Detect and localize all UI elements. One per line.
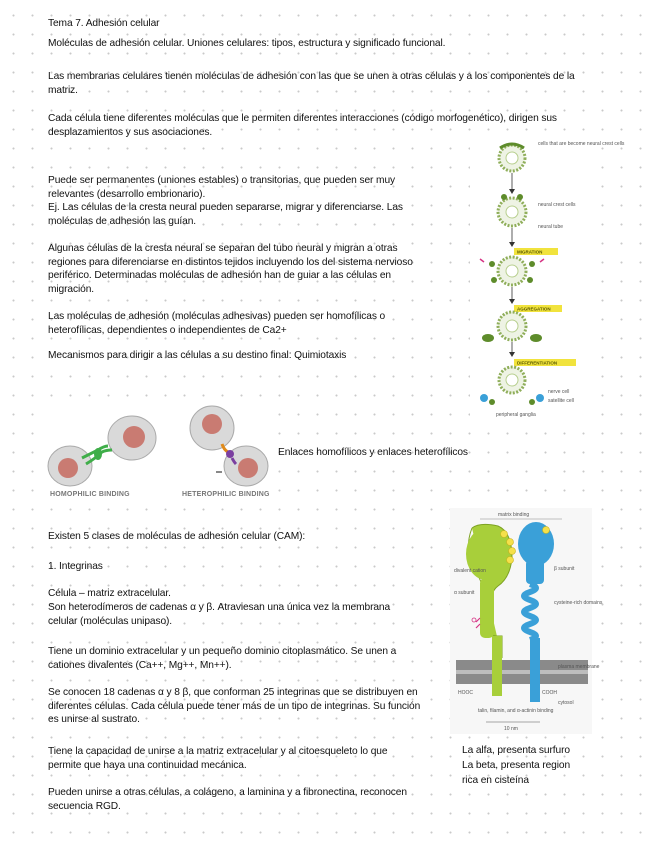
integrin-figure [450, 508, 603, 734]
label-divalent-cation: divalent cation [454, 568, 486, 574]
label-neural-tube: neural tube [538, 224, 564, 230]
paragraph-bind-others: Pueden unirse a otras células, a colágeno, a laminina y a fibronectina, reconocen secuencia RGD. [48, 787, 407, 812]
caption-binding: Enlaces homofílicos y enlaces heterofílicos [278, 447, 468, 458]
page-subtitle: Moléculas de adhesión celular. Uniones celulares: tipos, estructura y significado funcional. [48, 38, 446, 49]
label-satellite-cell: satellite cell [548, 398, 574, 404]
label-plasma-membrane: plasma membrane [558, 664, 600, 670]
label-matrix-binding: matrix binding [498, 512, 530, 518]
caption-integrin-beta: La beta, presenta region [462, 760, 571, 771]
paragraph-permanent: Puede ser permanentes (uniones estables) o transitorias, que pueden ser muy relevantes (desarrollo embrionario). [48, 175, 396, 200]
label-cooh: COOH [542, 690, 557, 696]
paragraph-example: Ej. Las células de la cresta neural pueden separarse, migrar y diferenciarse. Las moléculas de adhesión las guían. [48, 202, 403, 227]
paragraph-capacity: Tiene la capacidad de unirse a la matriz extracelular y al citoesqueleto lo que permite que haya una continuidad mecánica. [48, 746, 388, 771]
paragraph-domains: Tiene un dominio extracelular y un pequeño dominio citoplasmático. Se unen a cationes divalentes (Ca++, Mg++, Mn++). [48, 646, 397, 671]
label-hooc: HOOC [458, 690, 473, 696]
label-top-cells: cells that are become neural crest cells [538, 141, 625, 147]
label-heterophilic: HETEROPHILIC BINDING [182, 491, 270, 498]
label-scale: 10 nm [504, 726, 518, 732]
page-title: Tema 7. Adhesión celular [48, 18, 160, 29]
binding-figure [46, 402, 270, 500]
paragraph-membranes: Las membranas celulares tienen moléculas de adhesión con las que se unen a otras células y a los componentes de la matriz. [48, 71, 575, 96]
heading-integrins: 1. Integrinas [48, 561, 103, 572]
label-homophilic: HOMOPHILIC BINDING [50, 491, 130, 498]
paragraph-chains: Se conocen 18 cadenas α y 8 β, que conforman 25 integrinas que se distribuyen en diferentes células. Cada célula puede tener más de un tipo de integrinas. Su función es unirse al sustrato. [48, 687, 421, 726]
stage-migration: MIGRATION [517, 249, 543, 255]
paragraph-heterodimers: Son heterodímeros de cadenas α y β. Atraviesan una única vez la membrana celular (moléculas unipaso). [48, 602, 391, 627]
paragraph-mechanisms: Mecanismos para dirigir a las células a su destino final: Quimiotaxis [48, 350, 347, 361]
label-cytosol: cytosol [558, 700, 574, 706]
label-cysteine: cysteine-rich domains [554, 600, 603, 606]
label-talin: talin, filamin, and α-actinin binding [478, 708, 554, 714]
label-alpha-subunit: α subunit [454, 590, 475, 596]
label-nerve-cell: nerve cell [548, 389, 570, 395]
label-neural-crest: neural crest cells [538, 202, 576, 208]
stage-differentiation: DIFFERENTIATION [517, 360, 558, 366]
label-beta-subunit: β subunit [554, 566, 575, 572]
caption-integrin-alpha: La alfa, presenta surfuro [462, 745, 570, 756]
paragraph-molecules: Cada célula tiene diferentes moléculas que le permiten diferentes interacciones (código morfogenético), dirigen sus desplazamientos y sus asociaciones. [48, 113, 557, 138]
paragraph-homophilic: Las moléculas de adhesión (moléculas adhesivas) pueden ser homofílicas o heterofílicas, dependientes o independientes de Ca2+ [48, 311, 386, 336]
caption-integrin-cysteine: rica en cisteína [462, 775, 529, 786]
paragraph-neural-crest: Algunas células de la cresta neural se separan del tubo neural y migran a otras regiones para diferenciarse en distintos tejidos incluyendo los del sistema nervioso periférico. Determinadas moléculas de adhesión han de guiar a las células en migración. [48, 243, 413, 295]
stage-aggregation: AGGREGATION [517, 306, 551, 312]
paragraph-cell-matrix: Célula – matriz extracelular. [48, 588, 171, 599]
label-peripheral-ganglia: peripheral ganglia [496, 412, 536, 418]
paragraph-cam-classes: Existen 5 clases de moléculas de adhesión celular (CAM): [48, 531, 306, 542]
neural-crest-figure [470, 136, 625, 420]
